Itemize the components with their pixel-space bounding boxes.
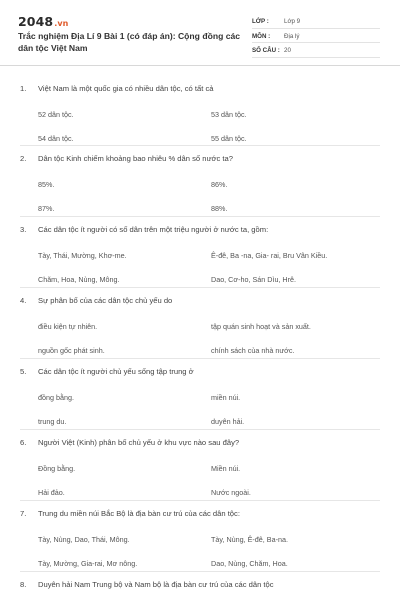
answer-option[interactable]: Hải đảo. — [38, 488, 65, 497]
question-number: 7. — [20, 509, 27, 518]
meta-label: SỐ CÂU : — [252, 47, 280, 54]
meta-row-grade — [252, 14, 380, 29]
answer-option[interactable]: duyên hải. — [211, 417, 245, 426]
site-logo[interactable] — [18, 14, 68, 29]
answer-option[interactable]: Miền núi. — [211, 464, 241, 473]
meta-label: LỚP : — [252, 18, 269, 25]
answer-option[interactable]: Tày, Nùng, Ê-đê, Ba-na. — [211, 535, 288, 544]
meta-value: 20 — [284, 47, 291, 54]
divider — [20, 287, 380, 288]
question-stem: Duyên hải Nam Trung bộ và Nam bộ là địa bàn cư trú của các dân tộc — [38, 580, 274, 589]
meta-row-subject — [252, 29, 380, 44]
question-text — [20, 225, 268, 234]
answer-option[interactable]: 87%. — [38, 204, 55, 213]
divider — [20, 216, 380, 217]
question-text — [20, 438, 239, 447]
question-stem: Trung du miền núi Bắc Bộ là địa bàn cư trú của các dân tộc: — [38, 509, 240, 518]
answer-option[interactable]: Tày, Nùng, Dao, Thái, Mông. — [38, 535, 130, 544]
logo-text: 2048 — [18, 14, 54, 29]
divider — [20, 145, 380, 146]
answer-option[interactable]: Tày, Thái, Mường, Khơ-me. — [38, 251, 127, 260]
question-number: 6. — [20, 438, 27, 447]
question-text — [20, 367, 194, 376]
answer-option[interactable]: 86%. — [211, 180, 228, 189]
question-number: 5. — [20, 367, 27, 376]
answer-option[interactable]: 88%. — [211, 204, 228, 213]
page-header — [0, 0, 400, 66]
question-text — [20, 580, 274, 589]
meta-row-count — [252, 43, 380, 58]
meta-label: MÔN : — [252, 32, 271, 40]
answer-option[interactable]: 85%. — [38, 180, 55, 189]
question-text — [20, 84, 213, 93]
answer-option[interactable]: nguồn gốc phát sinh. — [38, 346, 105, 355]
divider — [20, 358, 380, 359]
logo-tld: .vn — [54, 19, 69, 28]
question-text — [20, 296, 172, 305]
answer-option[interactable]: 53 dân tộc. — [211, 110, 247, 119]
answer-option[interactable]: trung du. — [38, 417, 67, 426]
divider — [20, 429, 380, 430]
answer-option[interactable]: Dao, Cơ-ho, Sán Dìu, Hrê. — [211, 275, 297, 284]
question-stem: Các dân tộc ít người chủ yếu sống tập trung ở — [38, 367, 194, 376]
divider — [20, 571, 380, 572]
question-stem: Việt Nam là một quốc gia có nhiều dân tộc, có tất cả — [38, 84, 214, 93]
question-stem: Dân tộc Kinh chiếm khoảng bao nhiêu % dân số nước ta? — [38, 154, 233, 163]
answer-option[interactable]: 55 dân tộc. — [211, 134, 247, 143]
question-number: 4. — [20, 296, 27, 305]
answer-option[interactable]: tập quán sinh hoạt và sản xuất. — [211, 322, 311, 331]
question-number: 2. — [20, 154, 27, 163]
meta-value: Lớp 9 — [284, 18, 301, 25]
question-stem: Các dân tộc ít người có số dân trên một triệu người ở nước ta, gồm: — [38, 225, 269, 234]
question-number: 1. — [20, 84, 27, 93]
answer-option[interactable]: Ê-đê, Ba -na, Gia- rai, Bru Vân Kiều. — [211, 251, 328, 260]
meta-info — [252, 14, 380, 58]
answer-option[interactable]: đồng bằng. — [38, 393, 74, 402]
answer-option[interactable]: 52 dân tộc. — [38, 110, 74, 119]
question-stem: Sự phân bố của các dân tộc chủ yếu do — [38, 296, 173, 305]
answer-option[interactable]: điều kiện tự nhiên. — [38, 322, 98, 331]
question-number: 8. — [20, 580, 27, 589]
answer-option[interactable]: chính sách của nhà nước. — [211, 346, 295, 355]
answer-option[interactable]: Dao, Nùng, Chăm, Hoa. — [211, 559, 288, 568]
question-number: 3. — [20, 225, 27, 234]
answer-option[interactable]: Chăm, Hoa, Nùng, Mông. — [38, 275, 120, 284]
divider — [20, 500, 380, 501]
page-title: Trắc nghiệm Địa Lí 9 Bài 1 (có đáp án): Cộng đồng các dân tộc Việt Nam — [18, 31, 241, 53]
answer-option[interactable]: Nước ngoài. — [211, 488, 251, 497]
question-text — [20, 154, 233, 163]
question-stem: Người Việt (Kinh) phân bố chủ yếu ở khu vực nào sau đây? — [38, 438, 240, 447]
answer-option[interactable]: 54 dân tộc. — [38, 134, 74, 143]
answer-option[interactable]: miền núi. — [211, 393, 241, 402]
answer-option[interactable]: Đồng bằng. — [38, 464, 76, 473]
question-text — [20, 509, 240, 518]
meta-value: Địa lý — [284, 32, 300, 40]
answer-option[interactable]: Tày, Mường, Gia-rai, Mơ nông. — [38, 559, 138, 568]
